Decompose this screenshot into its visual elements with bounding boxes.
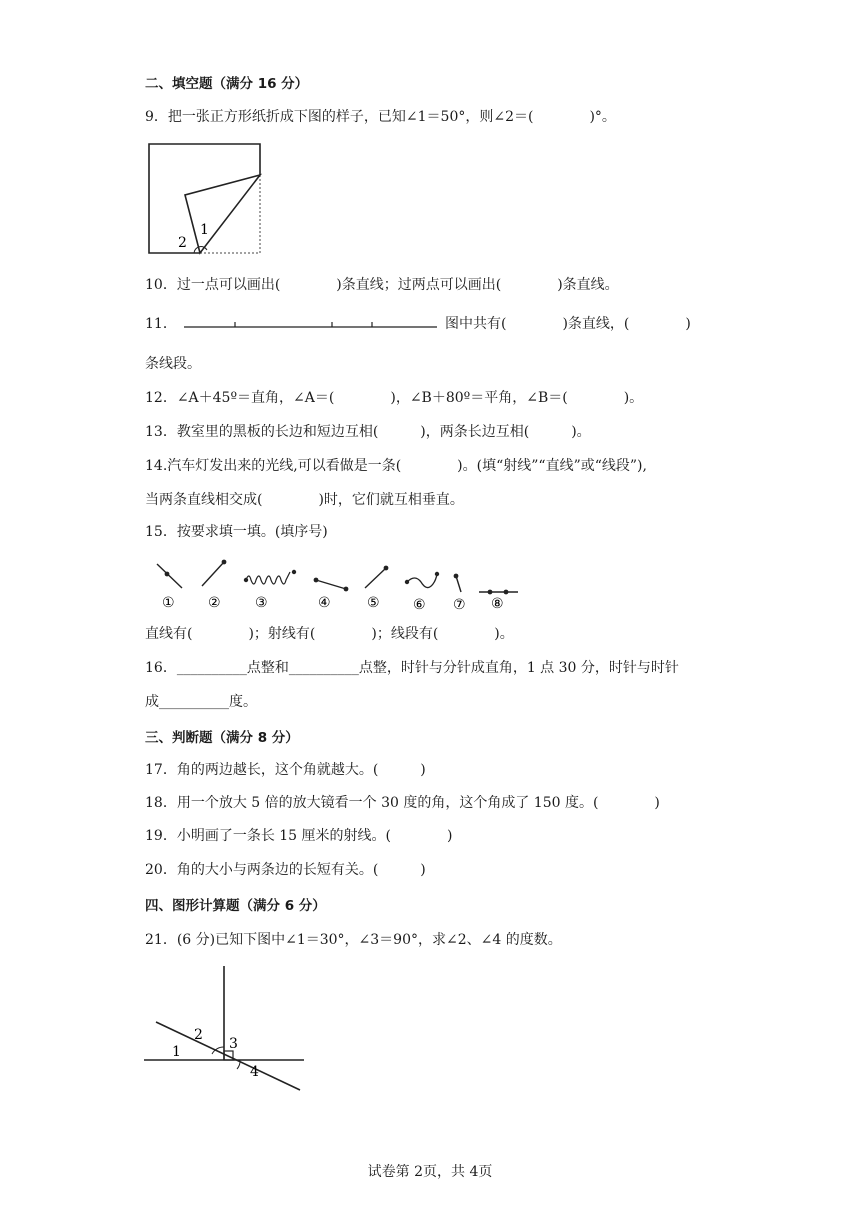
question-13: 13．教室里的黑板的长边和短边互相( )，两条长边互相( )。: [145, 424, 591, 440]
question-11-number: 11．: [145, 316, 177, 332]
question-14-line1: 14.汽车灯发出来的光线,可以看做是一条( )。(填“射线”“直线”或“线段”),: [145, 458, 647, 474]
figure21-label-3: 3: [229, 1036, 238, 1052]
question-15-answer: 直线有( )；射线有( )；线段有( )。: [145, 626, 514, 642]
figure-line-segments: [182, 319, 442, 331]
figure21-label-4: 4: [250, 1064, 259, 1080]
question-16-line1: 16．__________点整和__________点整，时针与分针成直角，1 点 30 分，时针与时针: [145, 660, 679, 676]
figure9-label-2: 2: [178, 235, 187, 251]
figure-intersecting-lines: [142, 962, 312, 1102]
figure-folded-square: [145, 140, 265, 260]
question-18: 18．用一个放大 5 倍的放大镜看一个 30 度的角，这个角成了 150 度。( ): [145, 795, 660, 811]
figure15-label-7: ⑦: [453, 597, 466, 613]
question-21: 21．(6 分)已知下图中∠1＝30°，∠3＝90°，求∠2、∠4 的度数。: [145, 932, 562, 948]
question-11-text: 图中共有( )条直线，( ): [445, 316, 691, 332]
figure15-label-8: ⑧: [491, 596, 504, 612]
question-14-line2: 当两条直线相交成( )时，它们就互相垂直。: [145, 492, 464, 508]
figure15-label-6: ⑥: [413, 597, 426, 613]
question-19: 19．小明画了一条长 15 厘米的射线。( ): [145, 828, 453, 844]
figure15-label-5: ⑤: [367, 595, 380, 611]
figure15-label-3: ③: [255, 595, 268, 611]
figure-line-types: [150, 556, 530, 614]
question-10: 10．过一点可以画出( )条直线；过两点可以画出( )条直线。: [145, 277, 619, 293]
section-title-figure-calc: 四、图形计算题（满分 6 分）: [145, 898, 326, 914]
question-11-continued: 条线段。: [145, 356, 201, 372]
section-title-judge: 三、判断题（满分 8 分）: [145, 730, 299, 746]
figure15-label-4: ④: [318, 595, 331, 611]
figure21-label-2: 2: [194, 1027, 203, 1043]
question-9: 9．把一张正方形纸折成下图的样子，已知∠1＝50°，则∠2＝( )°。: [145, 109, 616, 125]
figure15-label-1: ①: [162, 595, 175, 611]
question-15: 15．按要求填一填。(填序号): [145, 524, 328, 540]
section-title-fill-blank: 二、填空题（满分 16 分）: [145, 76, 309, 92]
question-12: 12．∠A＋45º＝直角，∠A＝( )，∠B＋80º＝平角，∠B＝( )。: [145, 390, 644, 406]
figure21-label-1: 1: [172, 1044, 181, 1060]
figure9-label-1: 1: [200, 222, 209, 238]
question-16-line2: 成__________度。: [145, 694, 257, 710]
question-20: 20．角的大小与两条边的长短有关。( ): [145, 862, 426, 878]
figure15-label-2: ②: [208, 595, 221, 611]
page-footer: 试卷第 2页，共 4页: [367, 1164, 493, 1180]
question-17: 17．角的两边越长，这个角就越大。( ): [145, 762, 426, 778]
